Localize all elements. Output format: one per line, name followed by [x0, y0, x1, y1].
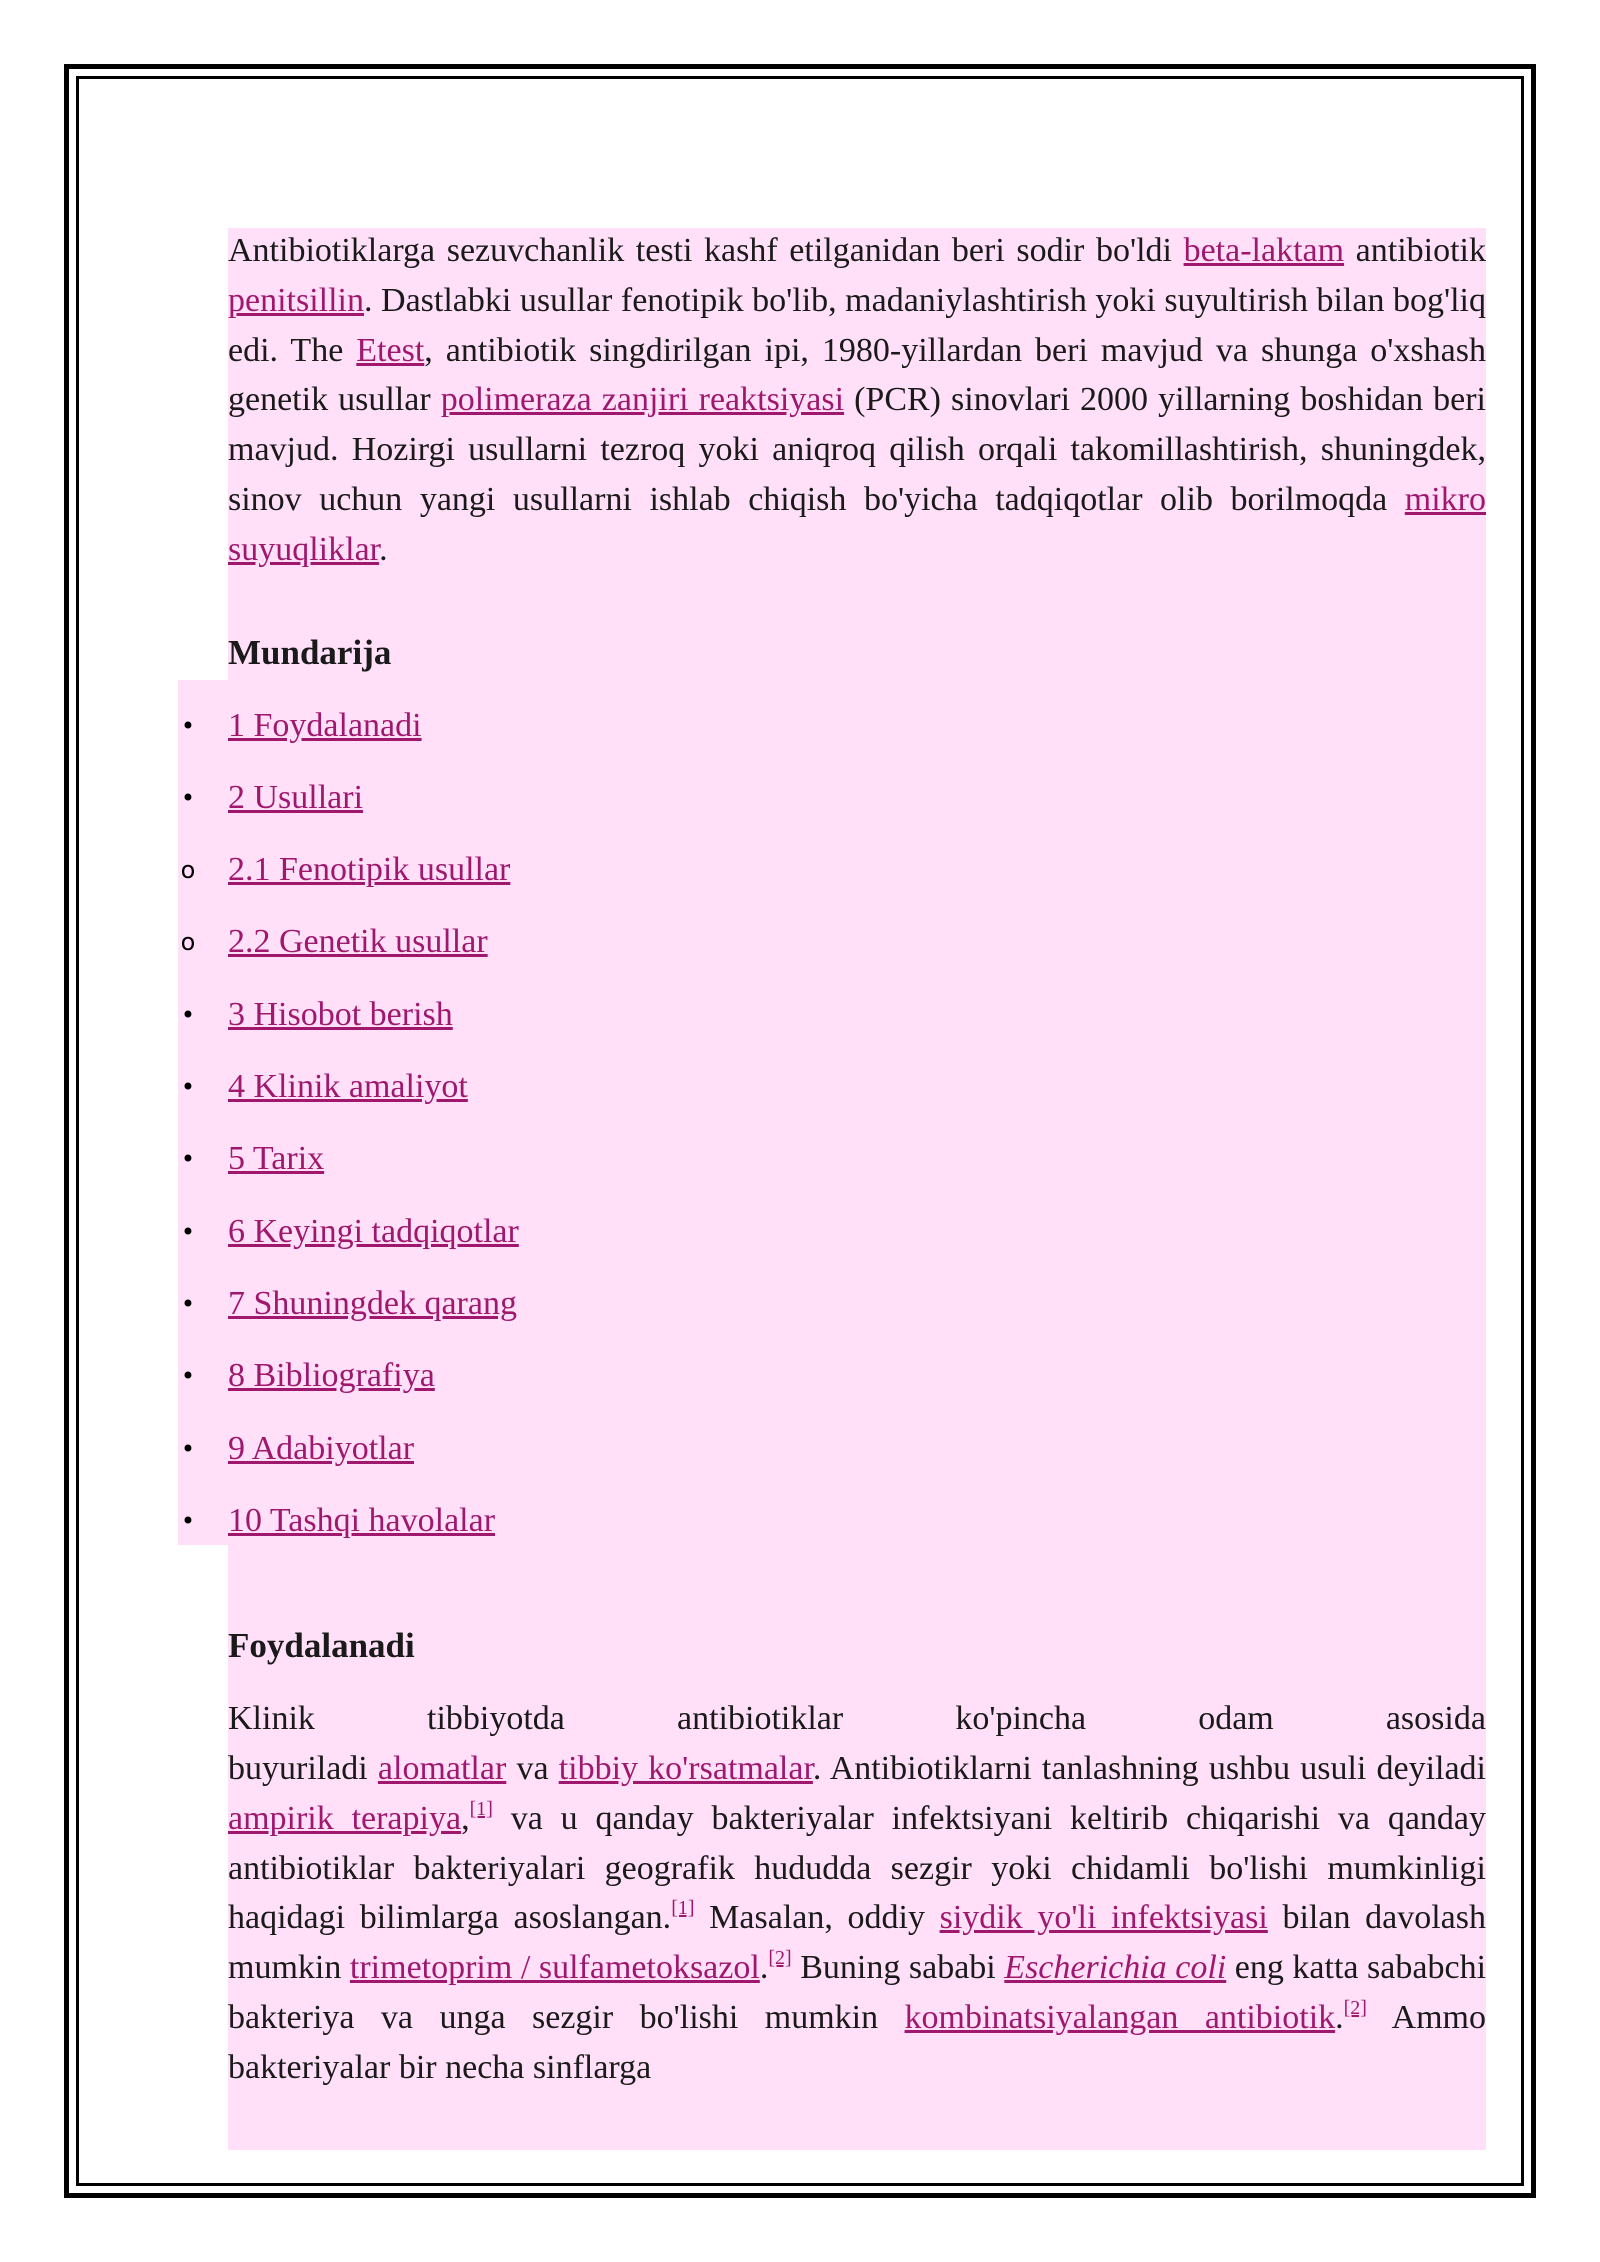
word: asosida — [1385, 1700, 1486, 1738]
document-body — [180, 226, 1487, 2093]
intro-text: (PCR) sinovlari 2000 yillarning boshidan beri mavjud. Hozirgi usullarni tezroq yoki aniqroq qilish orqali takomillashtirish, shuningdek, sinov uchun yangi usullarni ishlab chiqish bo'yicha tadqiqotlar olib borilmoqda — [228, 381, 1486, 518]
toc-item — [180, 1062, 1486, 1134]
intro-text: Antibiotiklarga sezuvchanlik testi kashf etilganidan beri sodir bo'ldi — [228, 232, 1184, 269]
bullet-icon: • — [180, 1217, 196, 1246]
toc-link[interactable]: 1 Foydalanadi — [228, 706, 422, 744]
uses-text: va u qanday bakteriyalar infektsiyani keltirib chiqarishi va qanday antibiotiklar bakteriyalari geografik hududda sezgir yoki chidamli bo'lishi mumkinligi haqidagi bilimlarga asoslangan. — [228, 1799, 1487, 1937]
word: tibbiyotda — [427, 1700, 565, 1738]
bullet-icon: • — [180, 1506, 196, 1535]
toc-item — [180, 773, 1486, 845]
toc-item — [180, 917, 1486, 989]
uses-first-line — [228, 1694, 1486, 1744]
link-ampirik-terapiya[interactable]: ampirik terapiya — [228, 1799, 462, 1837]
intro-paragraph — [228, 226, 1486, 575]
intro-text: . — [379, 530, 388, 568]
uses-text: . Antibiotiklarni tanlashning ushbu usuli deyiladi — [812, 1749, 1487, 1787]
toc-link[interactable]: 8 Bibliografiya — [228, 1357, 435, 1395]
link-siydik-yoli-infektsiyasi[interactable]: siydik yo'li infektsiyasi — [939, 1899, 1268, 1937]
toc-link[interactable]: 4 Klinik amaliyot — [228, 1068, 468, 1106]
toc-link[interactable]: 9 Adabiyotlar — [228, 1429, 415, 1467]
word: ko'pincha — [955, 1700, 1087, 1738]
uses-text: Ammo bakteriyalar bir necha sinflarga — [228, 1998, 1486, 2086]
toc-link[interactable]: 10 Tashqi havolalar — [228, 1501, 496, 1539]
section-heading: Foydalanadi — [228, 1626, 415, 1666]
toc-link[interactable]: 2.1 Fenotipik usullar — [228, 851, 511, 889]
bullet-icon: • — [180, 1289, 196, 1318]
toc-link[interactable]: 6 Keyingi tadqiqotlar — [228, 1212, 519, 1250]
bullet-icon: • — [180, 1000, 196, 1029]
link-etest[interactable]: Etest — [356, 331, 425, 369]
uses-text: , — [461, 1799, 470, 1837]
uses-text: va — [506, 1749, 559, 1787]
word: antibiotiklar — [677, 1700, 844, 1738]
toc-link[interactable]: 3 Hisobot berish — [228, 995, 453, 1033]
uses-text: buyuriladi — [228, 1749, 378, 1787]
reference-link[interactable]: [2] — [1343, 1996, 1367, 2019]
link-pcr[interactable]: polimeraza zanjiri reaktsiyasi — [440, 381, 845, 419]
toc-item — [180, 1351, 1486, 1423]
toc-link[interactable]: 2 Usullari — [228, 778, 364, 816]
bullet-icon: • — [180, 1434, 196, 1463]
toc-item — [180, 1279, 1486, 1351]
toc-item — [180, 1424, 1486, 1496]
word: odam — [1198, 1700, 1274, 1738]
uses-text: . — [759, 1949, 769, 1987]
toc-link[interactable]: 7 Shuningdek qarang — [228, 1284, 517, 1322]
uses-text: Masalan, oddiy — [694, 1899, 940, 1937]
toc-link[interactable]: 5 Tarix — [228, 1140, 325, 1178]
toc-heading: Mundarija — [228, 632, 392, 672]
bullet-icon: • — [180, 1145, 196, 1174]
link-alomatlar[interactable]: alomatlar — [377, 1749, 507, 1787]
bullet-icon: • — [180, 711, 196, 740]
reference-link[interactable]: [1] — [671, 1897, 695, 1920]
uses-paragraph — [228, 1744, 1486, 2093]
link-escherichia-coli[interactable]: Escherichia coli — [1004, 1949, 1227, 1987]
uses-text: bilan davolash mumkin — [228, 1899, 1486, 1987]
toc-item — [180, 1496, 1486, 1568]
bullet-icon: • — [180, 1073, 196, 1102]
toc-item — [180, 845, 1486, 917]
toc-item — [180, 1207, 1486, 1279]
reference-link[interactable]: [1] — [469, 1797, 493, 1820]
uses-text: eng katta sababchi bakteriya va unga sezgir bo'lishi mumkin — [228, 1949, 1487, 2036]
intro-text: . Dastlabki usullar fenotipik bo'lib, madaniylashtirish yoki suyultirish bilan bog'liq edi. The — [228, 281, 1486, 369]
uses-text: Buning sababi — [791, 1949, 1005, 1987]
link-tibbiy-korsatmalar[interactable]: tibbiy ko'rsatmalar — [558, 1749, 813, 1787]
link-mikro-suyuqliklar[interactable]: mikro suyuqliklar — [228, 480, 1486, 568]
bullet-icon: • — [180, 1362, 196, 1391]
toc-link[interactable]: 2.2 Genetik usullar — [228, 923, 488, 961]
link-trimetoprim[interactable]: trimetoprim / sulfametoksazol — [349, 1949, 760, 1987]
link-penitsillin[interactable]: penitsillin — [228, 281, 364, 319]
link-beta-laktam[interactable]: beta-laktam — [1183, 232, 1345, 269]
intro-text: antibiotik — [1344, 232, 1486, 269]
sub-bullet-icon: o — [180, 856, 196, 885]
word: Klinik — [228, 1700, 315, 1738]
bullet-icon: • — [180, 783, 196, 812]
intro-text: , antibiotik singdirilgan ipi, 1980-yillardan beri mavjud va shunga o'xshash genetik usullar — [228, 331, 1486, 419]
link-kombinatsiyalangan-antibiotik[interactable]: kombinatsiyalangan antibiotik — [904, 1998, 1336, 2036]
toc-item — [180, 990, 1486, 1062]
table-of-contents — [180, 701, 1486, 1569]
uses-text: . — [1335, 1998, 1344, 2036]
toc-item — [180, 701, 1486, 773]
sub-bullet-icon: o — [180, 928, 196, 957]
reference-link[interactable]: [2] — [768, 1947, 792, 1970]
toc-item — [180, 1134, 1486, 1206]
